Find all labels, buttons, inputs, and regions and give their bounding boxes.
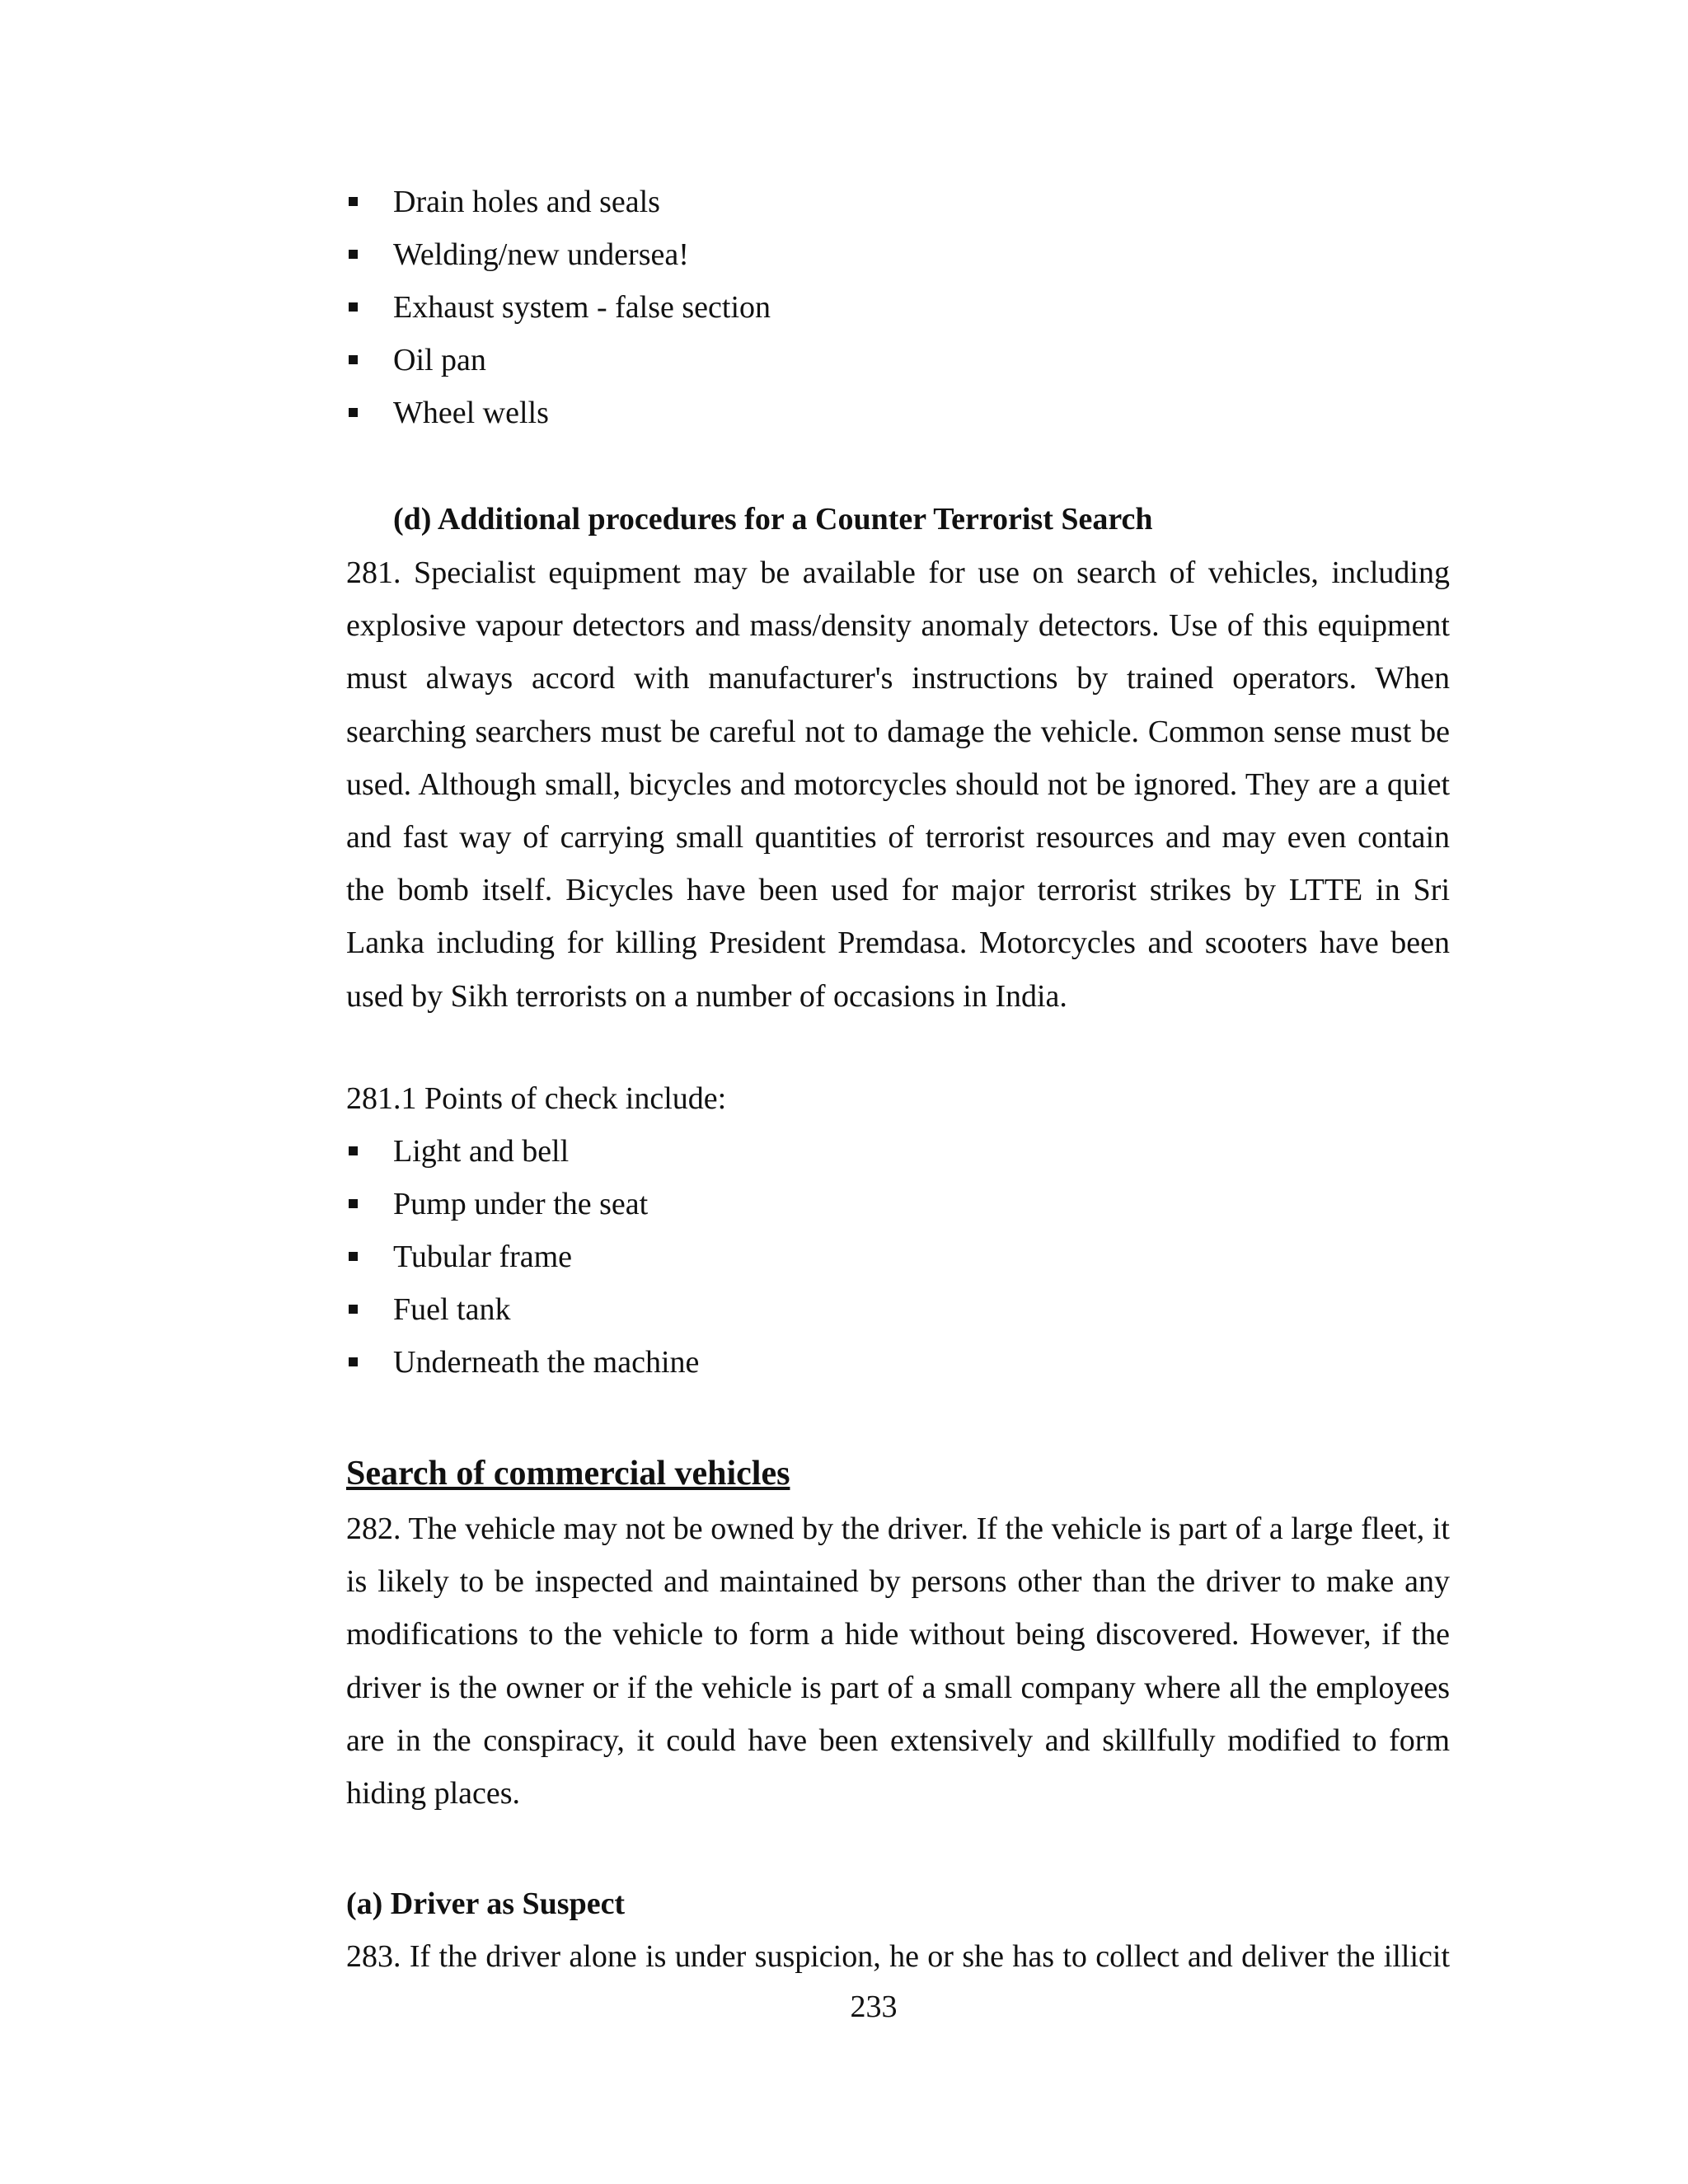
subheading-counter-terrorist-search: (d) Additional procedures for a Counter Terrorist Search [393,502,1153,537]
list-item: Underneath the machine [393,1345,700,1380]
bullet-icon [349,1252,358,1261]
paragraph-282: 282. The vehicle may not be owned by the driver. If the vehicle is part of a large fleet, it is likely to be inspected and maintained by persons other than the driver to make any modifications to the vehicle to form a hide without being discovered. However, if the driver is the owner or if the vehicle is part of a small company where all the employees are in the conspiracy, it could have been extensively and skillfully modified to form hiding places. [346,1511,1450,1811]
bullet-icon [349,1357,358,1366]
list-item: Oil pan [393,343,486,377]
subheading-driver-as-suspect: (a) Driver as Suspect [346,1886,626,1921]
bullet-icon [349,1305,358,1314]
bullet-icon [349,1199,358,1208]
list-item: Drain holes and seals [393,185,660,219]
bullet-icon [349,1146,358,1155]
paragraph-283: 283. If the driver alone is under suspicion, he or she has to collect and deliver the illicit [346,1939,1450,1974]
page-number: 233 [850,1990,898,2024]
paragraph-281-1-intro: 281.1 Points of check include: [346,1081,727,1116]
bullet-icon [349,302,358,312]
bullet-icon [349,250,358,259]
list-item: Exhaust system - false section [393,290,771,325]
list-item: Welding/new undersea! [393,237,689,272]
paragraph-281: 281. Specialist equipment may be available for use on search of vehicles, including explosive vapour detectors and mass/density anomaly detectors. Use of this equipment must always accord with manufacturer's instructions by trained operators. When searching searchers must be careful not to damage the vehicle. Common sense must be used. Although small, bicycles and motorcycles should not be ignored. They are a quiet and fast way of carrying small quantities of terrorist resources and may even contain the bomb itself. Bicycles have been used for major terrorist strikes by LTTE in Sri Lanka including for killing President Premdasa. Motorcycles and scooters have been used by Sikh terrorists on a number of occasions in India. [346,555,1450,1014]
list-item: Wheel wells [393,396,549,430]
list-item: Fuel tank [393,1292,511,1327]
bullet-icon [349,408,358,417]
bullet-icon [349,197,358,206]
list-item: Tubular frame [393,1240,573,1274]
section-heading-commercial-vehicles: Search of commercial vehicles [346,1455,790,1493]
bullet-icon [349,355,358,364]
list-item: Pump under the seat [393,1187,649,1221]
list-item: Light and bell [393,1134,570,1169]
